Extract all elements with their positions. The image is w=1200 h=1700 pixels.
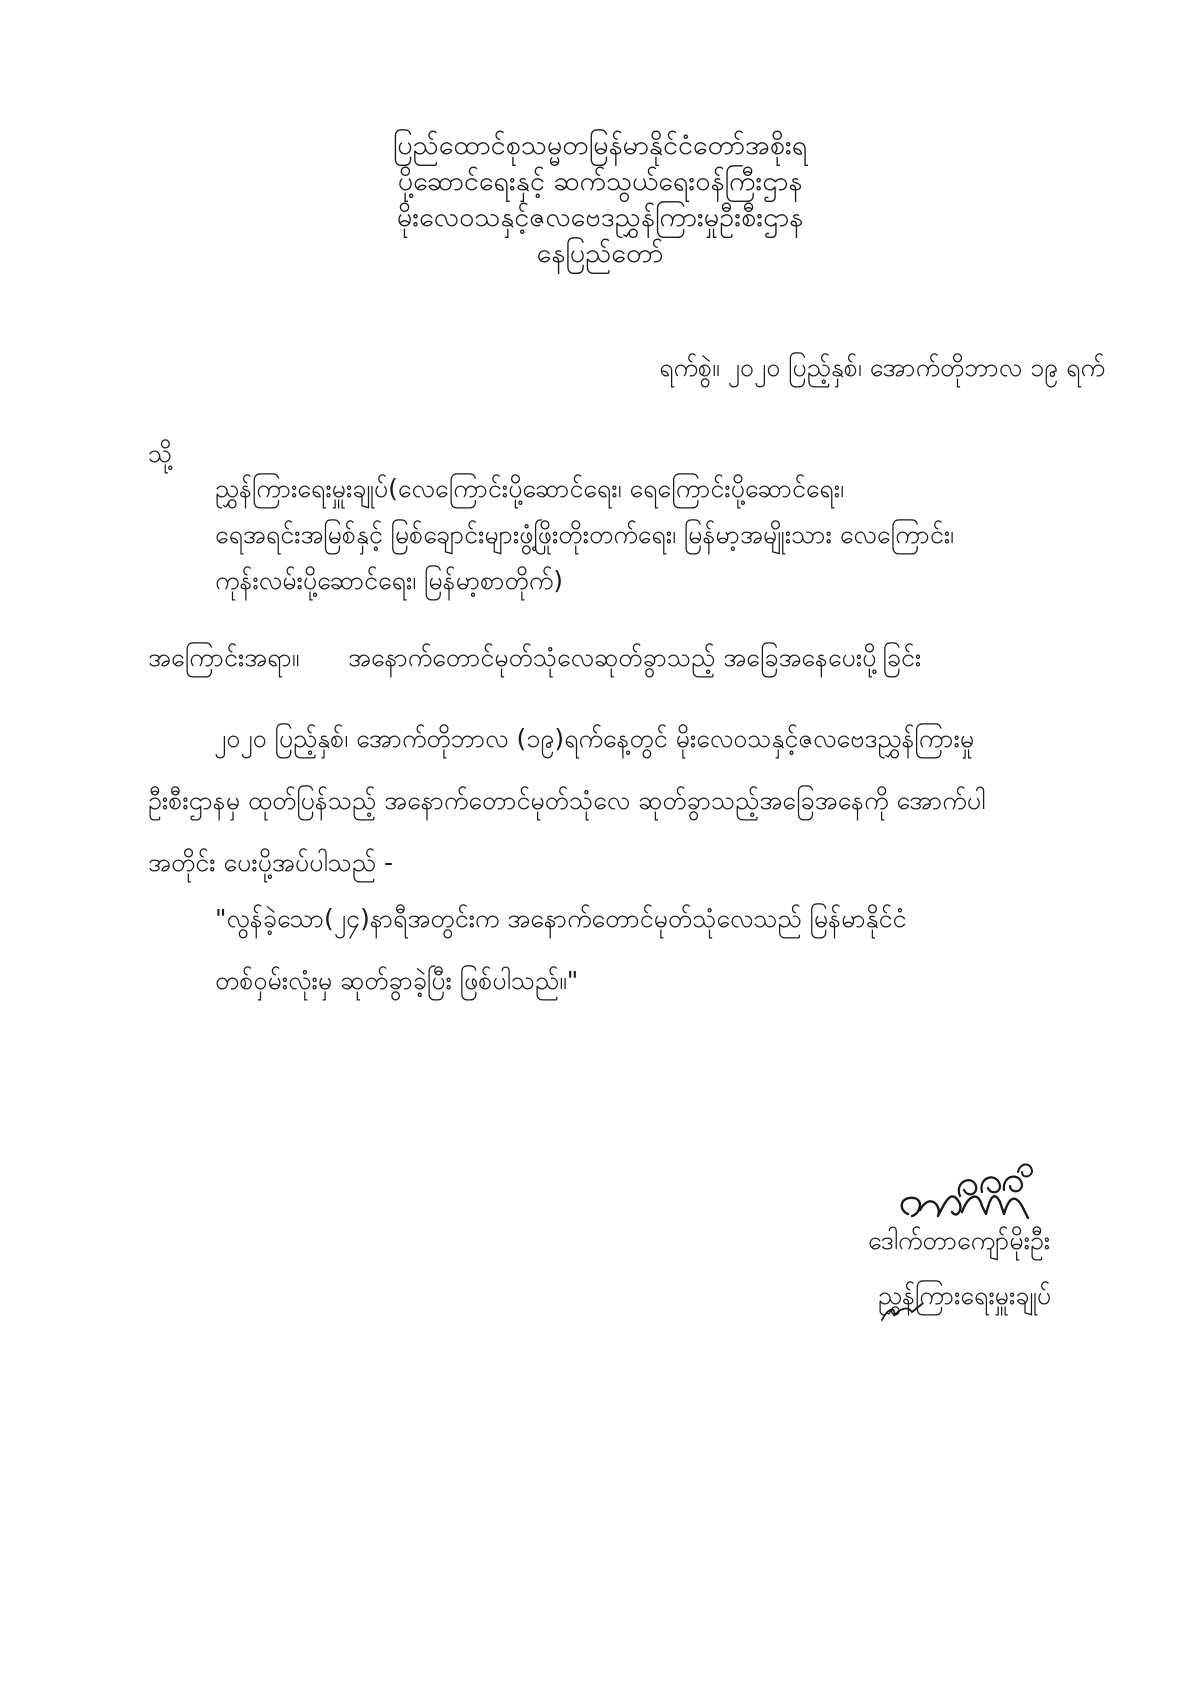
recipient-line: ရေအရင်းအမြစ်နှင့် မြစ်ချောင်းများဖွံ့ဖြိုးတိုးတက်ရေး၊ မြန်မာ့အမျိုးသား လေကြောင်း၊: [215, 520, 955, 549]
letterhead-city: နေပြည်တော်: [536, 238, 664, 269]
quote-line: "လွန်ခဲ့သော(၂၄)နာရီအတွင်းက အနောက်တောင်မုတ်သုံလေသည် မြန်မာနိုင်ငံ: [215, 904, 907, 933]
letterhead-department: မိုးလေဝသနှင့်ဇလဗေဒညွှန်ကြားမှုဦးစီးဌာန: [396, 202, 804, 233]
recipient-block: [215, 466, 1135, 604]
letterhead-ministry: ပို့ဆောင်ရေးနှင့် ဆက်သွယ်ရေးဝန်ကြီးဌာန: [397, 166, 803, 197]
initial-mark: [878, 1300, 928, 1324]
body-line: ၂၀၂၀ ပြည့်နှစ်၊ အောက်တိုဘာလ (၁၉)ရက်နေ့တွင် မိုးလေဝသနှင့်ဇလဗေဒညွှန်ကြားမှု: [214, 724, 975, 753]
body-line: အတိုင်း ပေးပို့အပ်ပါသည် -: [148, 848, 393, 877]
subject-line: [148, 642, 921, 679]
letterhead: [0, 128, 1200, 272]
recipient-line: ညွှန်ကြားရေးမှူးချုပ်(လေကြောင်းပို့ဆောင်ရေး၊ ရေကြောင်းပို့ဆောင်ရေး၊: [215, 474, 845, 503]
recipient-line: ကုန်းလမ်းပို့ဆောင်ရေး၊ မြန်မာ့စာတိုက်): [215, 566, 564, 595]
letter-date: ရက်စွဲ။ ၂၀၂၀ ပြည့်နှစ်၊ အောက်တိုဘာလ ၁၉ ရက်: [659, 353, 1105, 382]
subject-text: အနောက်တောင်မုတ်သုံလေဆုတ်ခွာသည့် အခြေအနေပေးပို့ခြင်း: [348, 643, 922, 672]
quoted-statement: [215, 888, 1135, 1012]
letterhead-government: ပြည်ထောင်စုသမ္မတမြန်မာနိုင်ငံတော်အစိုးရ: [392, 130, 808, 161]
body-line: ဦးစီးဌာနမှ ထုတ်ပြန်သည့် အနောက်တောင်မုတ်သုံလေ ဆုတ်ခွာသည့်အခြေအနေကို အောက်ပါ: [148, 786, 986, 815]
body-paragraph: [148, 708, 1138, 894]
signatory-title: ညွှန်ကြားရေးမှူးချုပ်: [878, 1281, 1052, 1310]
quote-line: တစ်ဝှမ်းလုံးမှ ဆုတ်ခွာခဲ့ပြီး ဖြစ်ပါသည်။": [215, 966, 579, 995]
signatory-name: ဒေါက်တာကျော်မိုးဦး: [868, 1226, 1051, 1255]
subject-label: အကြောင်းအရာ။: [148, 643, 300, 672]
to-label: သို့: [148, 439, 173, 468]
